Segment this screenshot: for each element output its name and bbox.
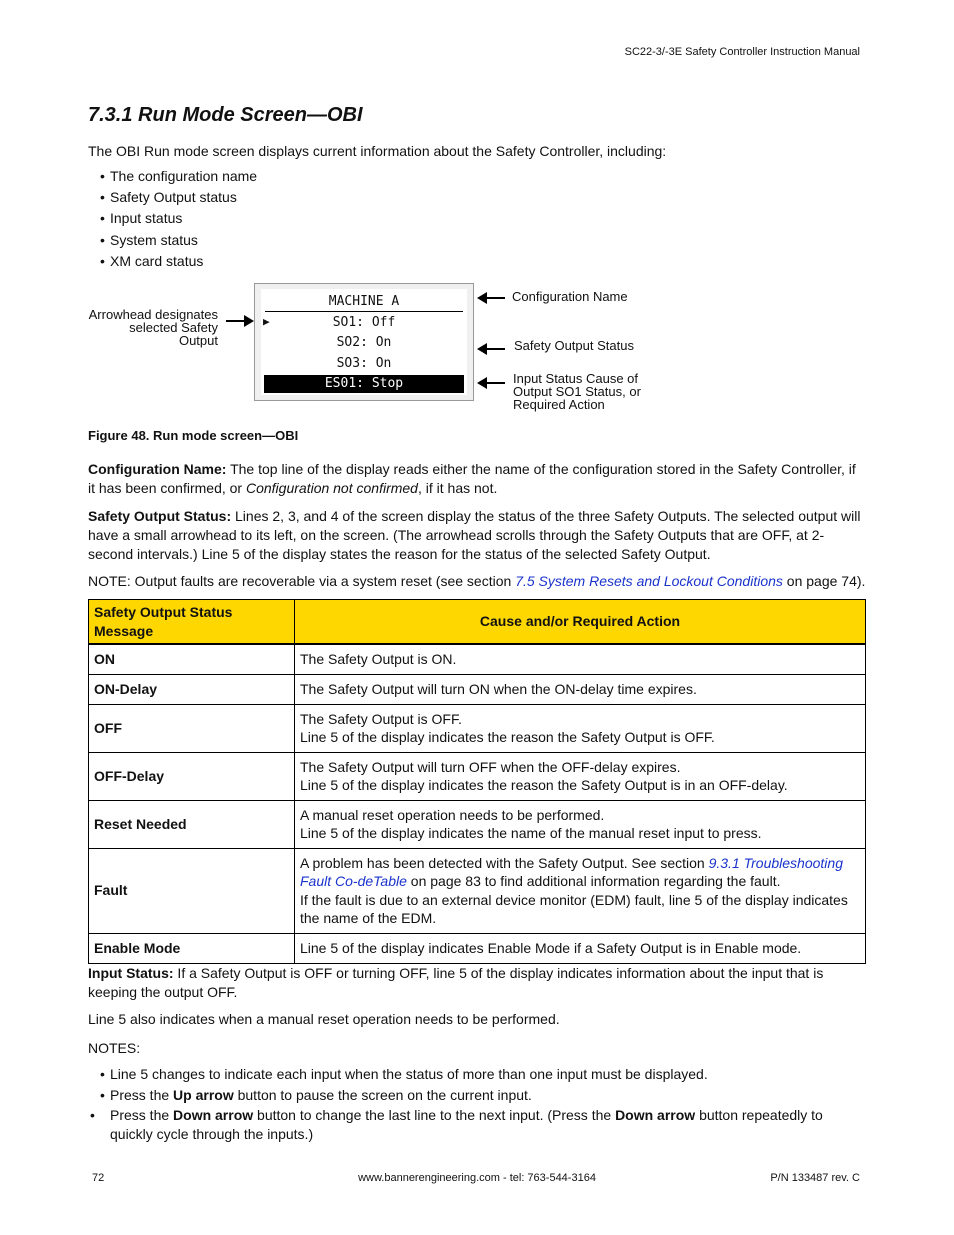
manual-title: SC22-3/-3E Safety Controller Instruction Manual: [624, 46, 860, 58]
lcd-so2: SO2: On: [336, 335, 392, 350]
status-table: [88, 599, 866, 964]
feature-list: [100, 166, 257, 272]
safety-output-paragraph: Safety Output Status: Lines 2, 3, and 4 of the screen display the status of the three Safety Outputs. The selected output will have a small arrowhead to its left, on the screen. (The arrowhead scrolls through the Safety Outputs that are OFF, at 2-second intervals.) Line 5 of the display states the reason for the status of the selected Safety Output.: [88, 508, 861, 562]
lcd-input-status: ES01: Stop: [264, 375, 464, 393]
page-number: 72: [92, 1172, 105, 1184]
section-title: 7.3.1 Run Mode Screen—OBI: [88, 104, 363, 126]
notes-heading: NOTES:: [88, 1040, 141, 1056]
lcd-display: [254, 283, 474, 401]
arrow-left-icon: [477, 377, 505, 389]
part-number: P/N 133487 rev. C: [770, 1172, 860, 1184]
list-item: • The configuration name: [100, 166, 257, 187]
lcd-so1: SO1: Off: [332, 315, 396, 330]
list-item: • XM card status: [100, 251, 257, 272]
table-header-row: [89, 600, 866, 645]
table-header: Cause and/or Required Action: [295, 600, 866, 645]
footer-website: www.bannerengineering.com - tel: 763-544-3164: [358, 1172, 596, 1184]
arrow-left-icon: [477, 292, 505, 304]
config-name-paragraph: Configuration Name: The top line of the display reads either the name of the configuration stored in the Safety Controller, if it has been confirmed, or Configuration not confirmed, if it has not.: [88, 461, 856, 496]
figure-caption: Figure 48. Run mode screen—OBI: [88, 428, 299, 443]
lcd-config-name: MACHINE A: [328, 294, 400, 309]
list-item: • Input status: [100, 208, 257, 229]
callout-safety-output-status: Safety Output Status: [514, 338, 634, 353]
table-row: ON The Safety Output is ON.: [89, 644, 866, 674]
arrowhead-label: Arrowhead designates selected Safety Output: [88, 307, 218, 348]
list-item: • System status: [100, 230, 257, 251]
note-paragraph: NOTE: Output faults are recoverable via a system reset (see section 7.5 System Resets and Lockout Conditions on page 74).: [88, 573, 866, 589]
list-item: • Safety Output status: [100, 187, 257, 208]
table-row: Fault A problem has been detected with the Safety Output. See section 9.3.1 Troubleshooting Fault Co-deTable on page 83 to find additional information regarding the fault. If the fault is due to an external device monitor (EDM) fault, line 5 of the display indicates the name of the EDM.: [89, 848, 866, 933]
list-item: • Press the Up arrow button to pause the screen on the current input.: [100, 1085, 866, 1106]
table-row: Enable Mode Line 5 of the display indicates Enable Mode if a Safety Output is in Enable mode.: [89, 933, 866, 963]
section-link[interactable]: 7.5 System Resets and Lockout Conditions: [515, 573, 783, 589]
table-row: OFF-Delay The Safety Output will turn OFF when the OFF-delay expires. Line 5 of the display indicates the reason the Safety Output is in an OFF-delay.: [89, 752, 866, 800]
lcd-so3: SO3: On: [336, 356, 392, 371]
intro-paragraph: The OBI Run mode screen displays current information about the Safety Controller, including:: [88, 143, 667, 159]
table-row: OFF The Safety Output is OFF. Line 5 of the display indicates the reason the Safety Output is OFF.: [89, 704, 866, 752]
troubleshooting-link[interactable]: 9.3.1 Troubleshooting Fault Co-deTable: [300, 854, 843, 889]
input-status-paragraph: Input Status: If a Safety Output is OFF or turning OFF, line 5 of the display indicates information about the input that is keeping the output OFF.: [88, 965, 824, 1000]
callout-configuration-name: Configuration Name: [512, 289, 628, 304]
selector-arrow-icon: ▶: [263, 315, 270, 328]
table-header: Safety Output Status Message: [89, 600, 295, 645]
table-row: ON-Delay The Safety Output will turn ON when the ON-delay time expires.: [89, 674, 866, 704]
table-row: Reset Needed A manual reset operation needs to be performed. Line 5 of the display indicates the name of the manual reset input to press.: [89, 800, 866, 848]
list-item: • Press the Down arrow button to change the last line to the next input. (Press the Down arrow button repeatedly to quickly cycle through the inputs.): [100, 1106, 866, 1144]
arrowhead-right-icon: [244, 315, 254, 327]
notes-list: [100, 1064, 866, 1144]
callout-input-status: Input Status Cause of Output SO1 Status, or Required Action: [513, 371, 641, 412]
list-item: • Line 5 changes to indicate each input when the status of more than one input must be displayed.: [100, 1064, 866, 1085]
lcd-divider: [265, 311, 463, 312]
line5-paragraph: Line 5 also indicates when a manual reset operation needs to be performed.: [88, 1011, 560, 1027]
arrow-left-icon: [477, 343, 505, 355]
